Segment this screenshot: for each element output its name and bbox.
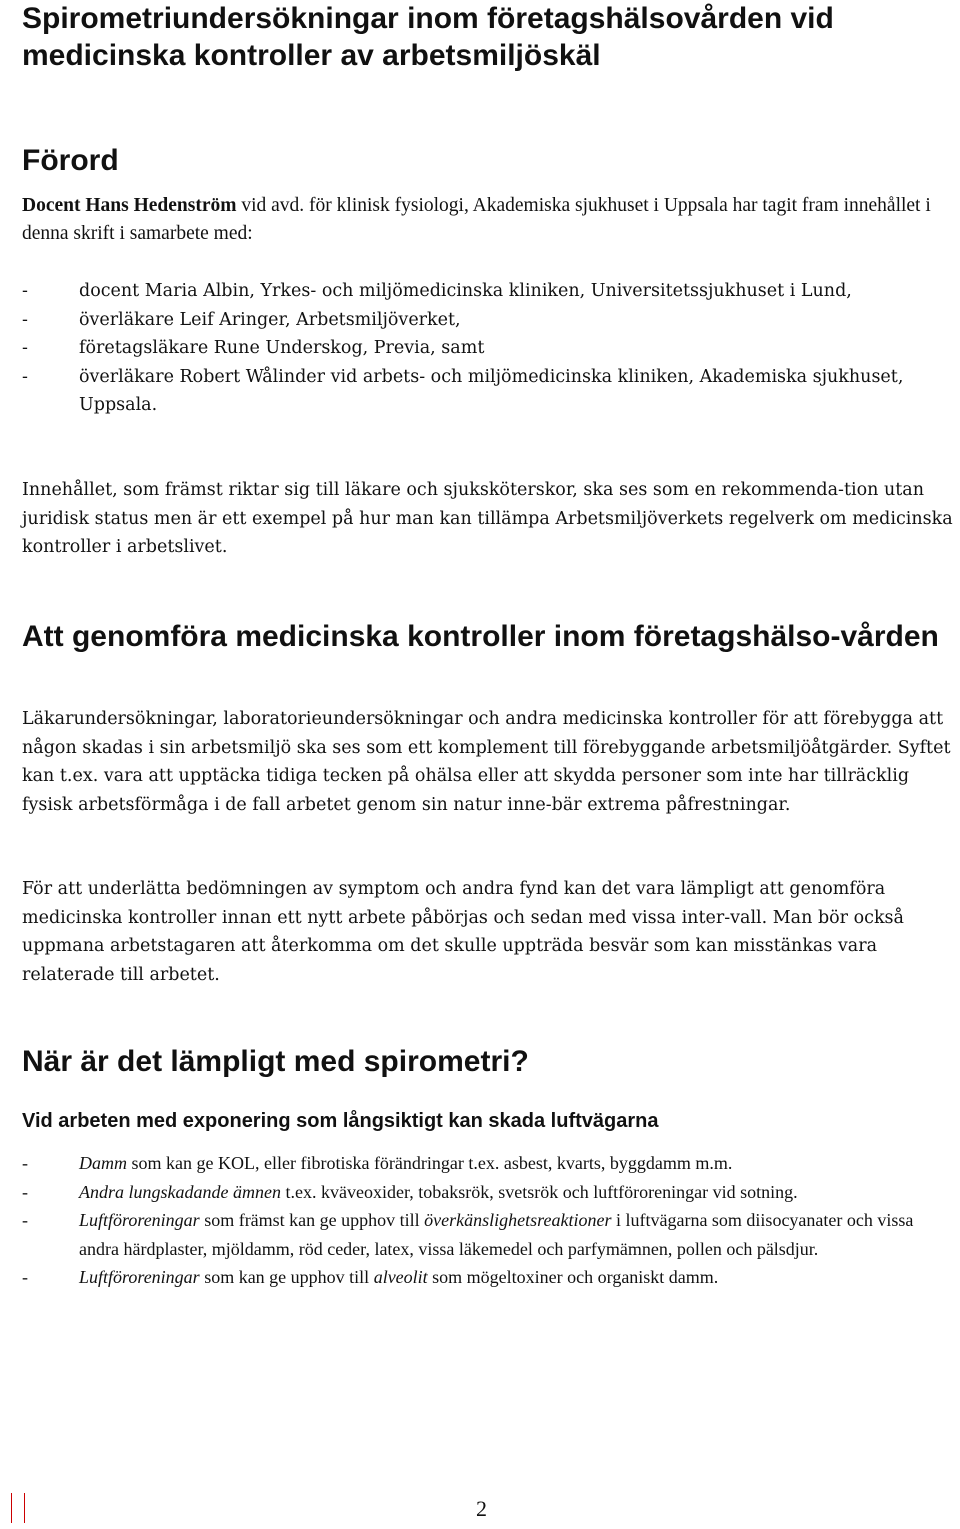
foreword-heading: Förord [22, 144, 119, 177]
italic-term: Luftföroreningar [79, 1210, 200, 1230]
italic-term: Andra lungskadande ämnen [79, 1181, 281, 1202]
author-paragraph [22, 192, 947, 248]
list-dash: - [22, 1210, 28, 1230]
list-dash: - [22, 281, 28, 301]
contributor-list [22, 277, 947, 420]
list-dash: - [22, 338, 28, 358]
list-item [22, 1263, 957, 1292]
list-dash: - [22, 1267, 28, 1287]
list-item [22, 1206, 957, 1263]
italic-term: alveolit [373, 1267, 428, 1287]
author-name: Docent Hans Hedenström [22, 195, 237, 216]
list-dash: - [22, 309, 28, 330]
list-item [22, 306, 947, 335]
item-text: i luftvägarna som diisocyanater och vissa andra härdplaster, mjöldamm, röd ceder, latex, vissa läkemedel och parfymämnen, pollen och pälsdjur. [79, 1210, 914, 1259]
item-text: som främst kan ge upphov till [199, 1210, 425, 1230]
section-heading-spirometry: När är det lämpligt med spirometri? [22, 1045, 529, 1078]
exposure-list [22, 1149, 957, 1292]
list-item [22, 334, 947, 363]
section-heading-controls: Att genomföra medicinska kontroller inom företagshälso-vården [22, 620, 939, 653]
contributor-text: överläkare Robert Wålinder vid arbets- och miljömedicinska kliniken, Akademiska sjukhuset, Uppsala. [79, 366, 904, 415]
list-item [22, 1178, 957, 1207]
list-dash: - [22, 1153, 28, 1173]
margin-mark [24, 1493, 25, 1523]
section-subheading: Vid arbeten med exponering som långsiktigt kan skada luftvägarna [22, 1110, 659, 1132]
foreword-paragraph: Innehållet, som främst riktar sig till läkare och sjuksköterskor, ska ses som en rekommenda-tion utan juridisk status men är ett exempel på hur man kan tillämpa Arbetsmiljöverkets regelverk om medicinska kontroller i arbetslivet. [22, 480, 953, 557]
document-title: Spirometriundersökningar inom företagshälsovården vid medicinska kontroller av arbetsmiljöskäl [22, 2, 834, 72]
italic-term: Luftföroreningar [79, 1267, 200, 1287]
controls-paragraph-2: För att underlätta bedömningen av symptom och andra fynd kan det vara lämpligt att genomföra medicinska kontroller innan ett nytt arbete påbörjas och sedan med vissa inter-vall. Man bör också uppmana arbetstagaren att återkomma om det skulle uppträda besvär som kan misstänkas vara relaterade till arbetet. [22, 879, 904, 985]
list-item [22, 277, 947, 306]
controls-paragraph-1: Läkarundersökningar, laboratorieundersökningar och andra medicinska kontroller för att förebygga att någon skadas i sin arbetsmiljö ska ses som ett komplement till förebyggande arbetsmiljöåtgärder. Syftet kan t.ex. vara att upptäcka tidiga tecken på ohälsa eller att skydda personer som inte har tillräcklig fysisk arbetsförmåga i de fall arbetet genom sin natur inne-bär extrema påfrestningar. [22, 709, 951, 815]
author-affiliation: vid avd. för klinisk fysiologi, Akademiska sjukhuset i Uppsala har tagit fram innehållet i denna skrift i samarbete med: [22, 195, 931, 244]
page-number: 2 [476, 1496, 487, 1521]
italic-term: Damm [79, 1153, 127, 1173]
item-text: som kan ge KOL, eller fibrotiska förändringar t.ex. asbest, kvarts, byggdamm m.m. [127, 1153, 733, 1173]
list-dash: - [22, 1181, 28, 1202]
contributor-text: överläkare Leif Aringer, Arbetsmiljöverket, [79, 309, 461, 330]
margin-mark [11, 1493, 12, 1523]
item-text: som mögeltoxiner och organiskt damm. [427, 1267, 719, 1287]
item-text: som kan ge upphov till [199, 1267, 374, 1287]
list-item [22, 363, 947, 420]
list-dash: - [22, 366, 28, 387]
item-text: t.ex. kväveoxider, tobaksrök, svetsrök och luftföroreningar vid sotning. [280, 1181, 798, 1202]
list-item [22, 1149, 957, 1178]
contributor-text: docent Maria Albin, Yrkes- och miljömedicinska kliniken, Universitetssjukhuset i Lund, [79, 281, 852, 301]
contributor-text: företagsläkare Rune Underskog, Previa, samt [79, 338, 485, 358]
italic-term: överkänslighetsreaktioner [424, 1210, 612, 1230]
